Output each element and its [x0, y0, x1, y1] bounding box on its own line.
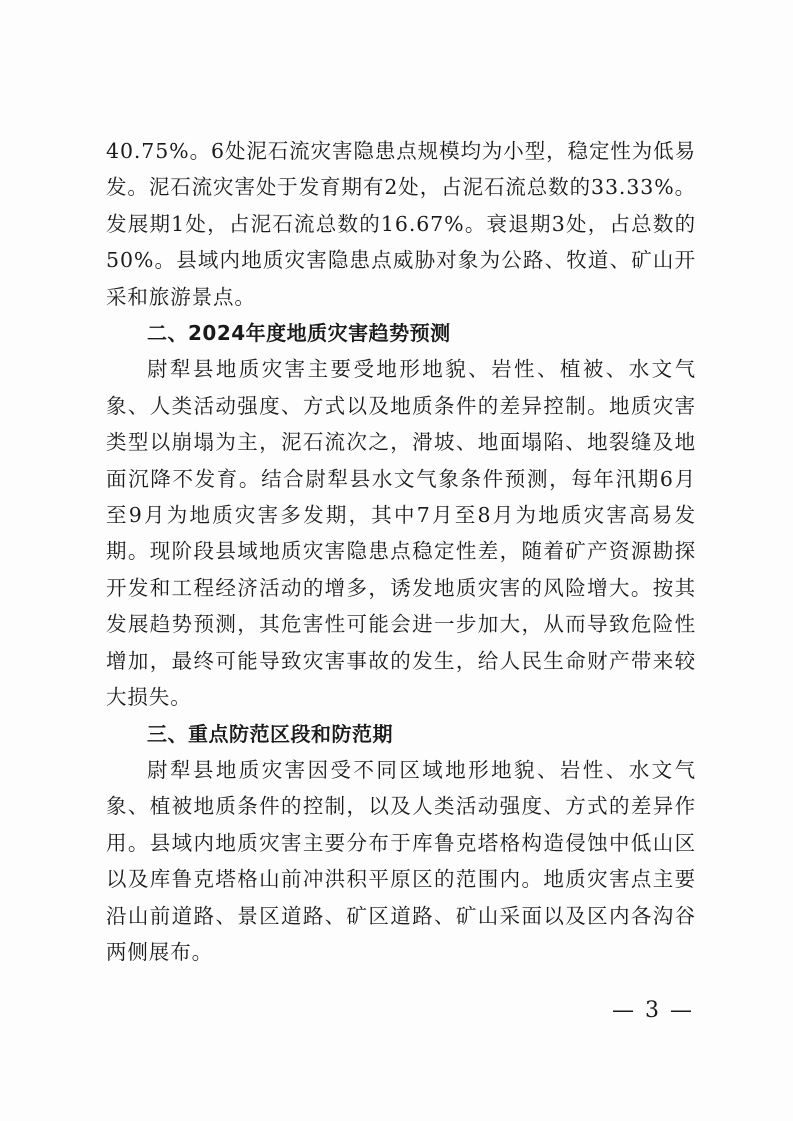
section-heading: 三、重点防范区段和防范期 — [147, 721, 393, 746]
document-body — [106, 133, 696, 970]
section-heading: 二、2024年度地质灾害趋势预测 — [147, 321, 451, 346]
paragraph: 尉犁县地质灾害主要受地形地貌、岩性、植被、水文气象、人类活动强度、方式以及地质条件的差异控制。地质灾害类型以崩塌为主，泥石流次之，滑坡、地面塌陷、地裂缝及地面沉降不发育。结合尉犁县水文气象条件预测，每年汛期6月至9月为地质灾害多发期，其中7月至8月为地质灾害高易发期。现阶段县域地质灾害隐患点稳定性差，随着矿产资源勘探开发和工程经济活动的增多，诱发地质灾害的风险增大。按其发展趋势预测，其危害性可能会进一步加大，从而导致危险性增加，最终可能导致灾害事故的发生，给人民生命财产带来较大损失。 — [106, 357, 696, 710]
paragraph: 尉犁县地质灾害因受不同区域地形地貌、岩性、水文气象、植被地质条件的控制，以及人类活动强度、方式的差异作用。县域内地质灾害主要分布于库鲁克塔格构造侵蚀中低山区以及库鲁克塔格山前冲洪积平原区的范围内。地质灾害点主要沿山前道路、景区道路、矿区道路、矿山采面以及区内各沟谷两侧展布。 — [106, 757, 696, 964]
page-number: — 3 — — [612, 998, 694, 1023]
paragraph: 40.75%。6处泥石流灾害隐患点规模均为小型，稳定性为低易发。泥石流灾害处于发育期有2处，占泥石流总数的33.33%。发展期1处，占泥石流总数的16.67%。衰退期3处，占总数的50%。县域内地质灾害隐患点威胁对象为公路、牧道、矿山开采和旅游景点。 — [106, 139, 696, 309]
